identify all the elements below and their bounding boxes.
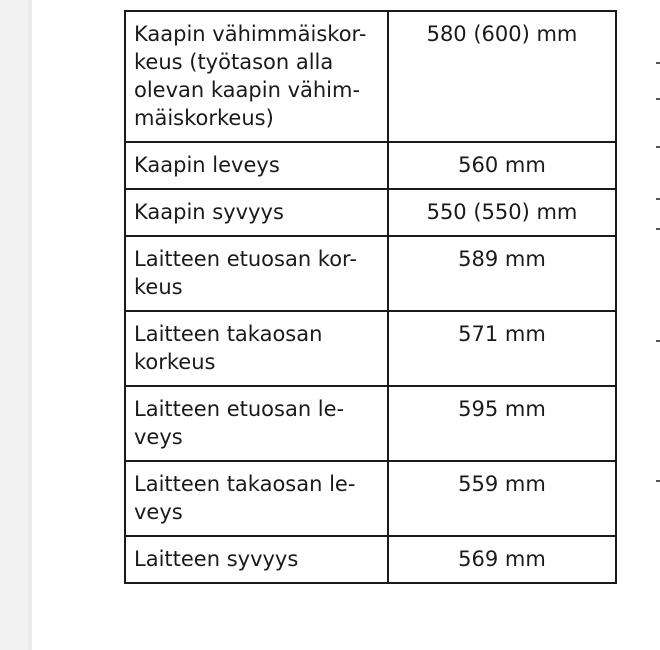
table-row [125,311,616,386]
table-row [125,536,616,583]
dimensions-table [124,10,617,584]
row-value: 595 mm [388,386,616,461]
table-row [125,236,616,311]
left-margin [0,0,28,650]
row-label: Laitteen syvyys [125,536,388,583]
row-value: 550 (550) mm [388,189,616,236]
row-label: Kaapin syvyys [125,189,388,236]
row-value: 559 mm [388,461,616,536]
row-value: 569 mm [388,536,616,583]
row-label: Laitteen etuosan le- veys [125,386,388,461]
row-value: 580 (600) mm [388,11,616,142]
table-row [125,11,616,142]
row-value: 589 mm [388,236,616,311]
row-label: Laitteen takaosan korkeus [125,311,388,386]
right-edge-marks [654,0,660,650]
table-row [125,189,616,236]
row-label: Kaapin vähimmäiskor- keus (työtason alla olevan kaapin vähim- mäiskorkeus) [125,11,388,142]
table-row [125,461,616,536]
row-value: 571 mm [388,311,616,386]
row-value: 560 mm [388,142,616,189]
table-row [125,386,616,461]
row-label: Kaapin leveys [125,142,388,189]
row-label: Laitteen etuosan kor- keus [125,236,388,311]
row-label: Laitteen takaosan le- veys [125,461,388,536]
table-row [125,142,616,189]
